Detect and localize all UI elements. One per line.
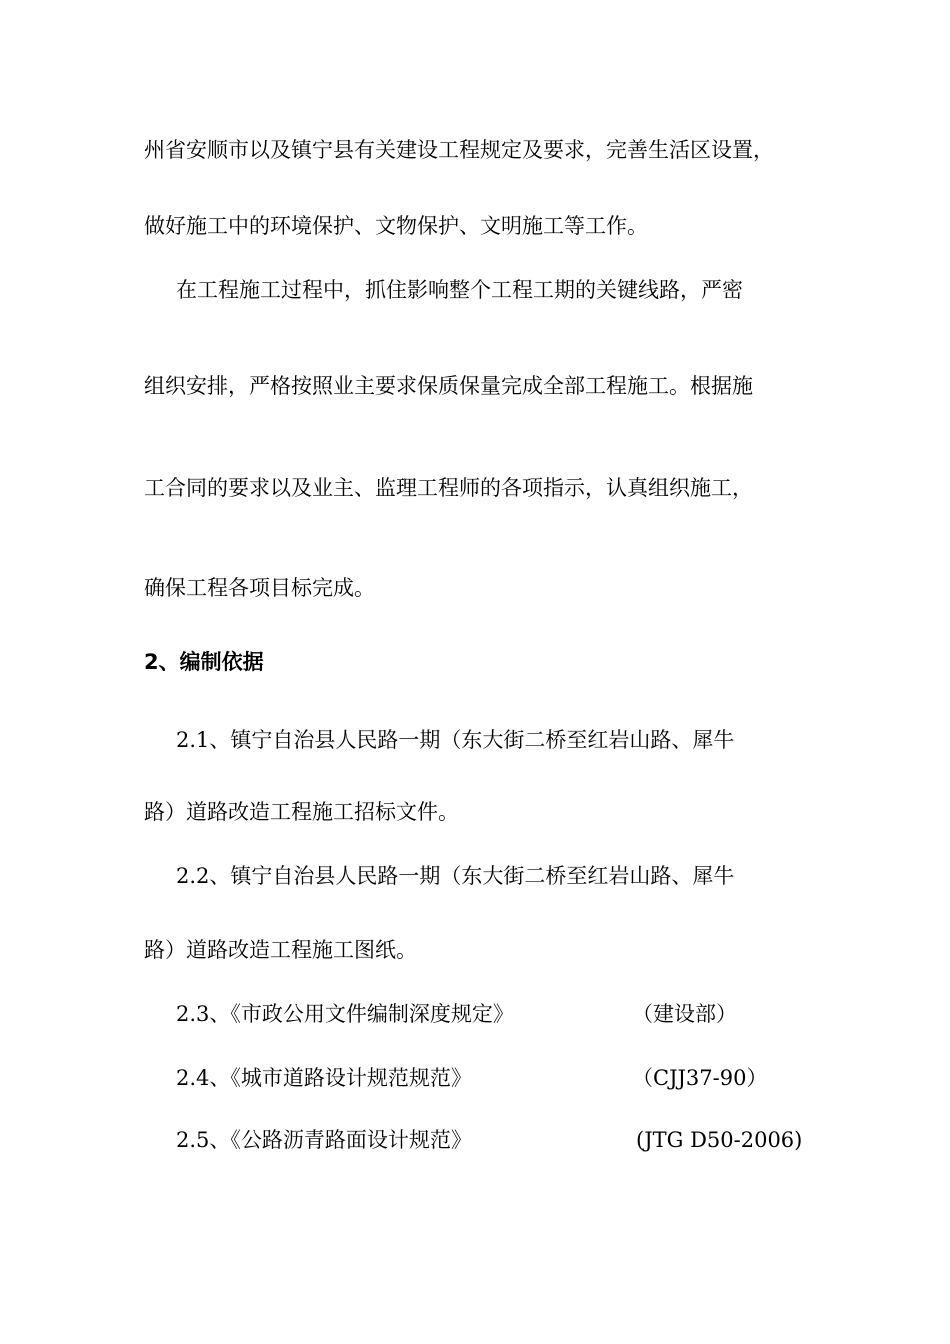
reference-org: (JTG D50-2006) (636, 1128, 803, 1152)
paragraph-line: 确保工程各项目标完成。 (144, 576, 375, 600)
reference-org: （CJJ37-90） (632, 1066, 768, 1090)
basis-item-line: 路）道路改造工程施工图纸。 (144, 938, 417, 962)
reference-org: （建设部） (632, 1002, 737, 1026)
paragraph-line: 州省安顺市以及镇宁县有关建设工程规定及要求，完善生活区设置， (144, 138, 774, 162)
basis-item-line: 2.1、镇宁自治县人民路一期（东大街二桥至红岩山路、犀牛 (176, 728, 735, 752)
basis-item-line: 2.2、镇宁自治县人民路一期（东大街二桥至红岩山路、犀牛 (176, 864, 735, 888)
reference-title: 2.5、《公路沥青路面设计规范》 (176, 1128, 472, 1152)
paragraph-line: 做好施工中的环境保护、文物保护、文明施工等工作。 (144, 214, 648, 238)
paragraph-line: 组织安排，严格按照业主要求保质保量完成全部工程施工。根据施 (144, 374, 753, 398)
reference-title: 2.4、《城市道路设计规范规范》 (176, 1066, 472, 1090)
paragraph-line: 工合同的要求以及业主、监理工程师的各项指示，认真组织施工， (144, 476, 753, 500)
section-heading: 2、编制依据 (144, 650, 264, 674)
paragraph-line: 在工程施工过程中，抓住影响整个工程工期的关键线路，严密 (176, 278, 743, 302)
reference-title: 2.3、《市政公用文件编制深度规定》 (176, 1002, 514, 1026)
basis-item-line: 路）道路改造工程施工招标文件。 (144, 800, 459, 824)
